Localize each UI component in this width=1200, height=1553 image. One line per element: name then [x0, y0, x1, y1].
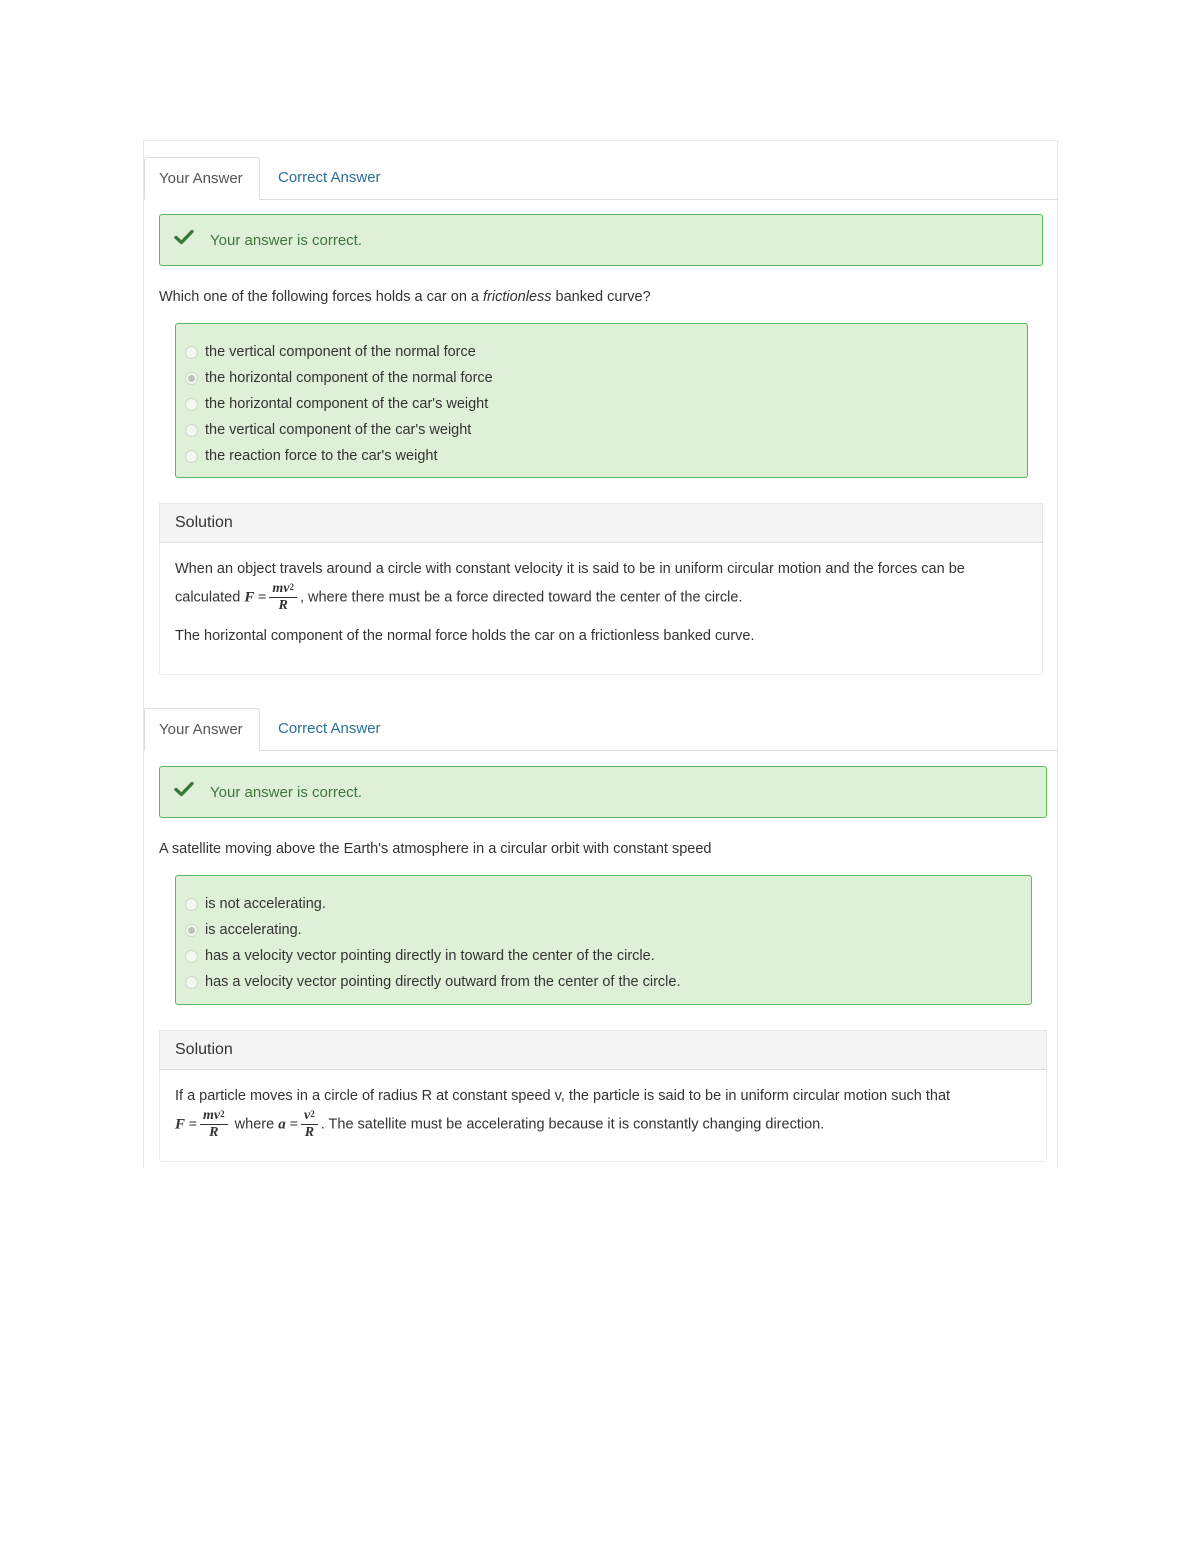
radio-button-selected[interactable] — [185, 924, 198, 937]
answer-choices — [175, 875, 1032, 1005]
question-text — [159, 289, 651, 305]
radio-button[interactable] — [185, 976, 198, 989]
formula-denominator: R — [278, 598, 288, 613]
choice-label: the reaction force to the car's weight — [205, 448, 438, 464]
formula-denominator: R — [304, 1125, 315, 1140]
choice-option[interactable] — [185, 443, 1027, 469]
solution-formula-line — [175, 1108, 1031, 1141]
alert-message: Your answer is correct. — [210, 232, 363, 249]
choice-option[interactable] — [185, 391, 1027, 417]
solution-body — [159, 1070, 1047, 1162]
tab-your-answer[interactable]: Your Answer — [144, 708, 260, 751]
choice-label: the horizontal component of the normal force — [205, 370, 493, 386]
tab-your-answer[interactable]: Your Answer — [144, 157, 260, 200]
radio-button[interactable] — [185, 398, 198, 411]
choice-label: has a velocity vector pointing directly in toward the center of the circle. — [205, 948, 655, 964]
choice-option[interactable] — [185, 891, 1031, 917]
tab-correct-answer[interactable]: Correct Answer — [278, 720, 381, 737]
radio-button[interactable] — [185, 898, 198, 911]
solution-text: If a particle moves in a circle of radius R at constant speed v, the particle is said to be in uniform circular motion such that — [175, 1088, 951, 1104]
formula-numerator: mv — [272, 581, 290, 596]
formula-exponent: 2 — [220, 1109, 225, 1119]
formula-fraction — [200, 1108, 228, 1141]
solution-text: where — [230, 1116, 279, 1133]
check-icon — [174, 227, 194, 247]
radio-button-selected[interactable] — [185, 372, 198, 385]
choice-label: the vertical component of the normal force — [205, 344, 476, 360]
question-emphasis: frictionless — [483, 289, 552, 305]
formula-fraction — [269, 581, 297, 614]
tab-correct-answer[interactable]: Correct Answer — [278, 169, 381, 186]
formula-denominator: R — [209, 1125, 219, 1140]
solution-text: . The satellite must be accelerating because it is constantly changing direction. — [320, 1116, 825, 1133]
formula-numerator: mv — [203, 1108, 221, 1123]
solution-text: , where there must be a force directed toward the center of the circle. — [299, 589, 743, 606]
solution-body — [159, 543, 1043, 675]
radio-button[interactable] — [185, 346, 198, 359]
formula-lhs: F = — [175, 1116, 198, 1133]
success-alert — [159, 766, 1047, 818]
formula-numerator: v — [304, 1108, 311, 1123]
formula-exponent: 2 — [310, 1109, 315, 1119]
choice-label: has a velocity vector pointing directly outward from the center of the circle. — [205, 974, 681, 990]
solution-header: Solution — [159, 503, 1043, 543]
formula-lhs: F = — [244, 589, 267, 606]
choice-label: is accelerating. — [205, 922, 302, 938]
radio-button[interactable] — [185, 424, 198, 437]
solution-header: Solution — [159, 1030, 1047, 1070]
formula-fraction — [301, 1108, 318, 1141]
radio-button[interactable] — [185, 950, 198, 963]
choice-label: the vertical component of the car's weight — [205, 422, 472, 438]
formula-exponent: 2 — [289, 582, 294, 592]
formula-lhs: a = — [278, 1116, 299, 1133]
choice-option[interactable] — [185, 969, 1031, 995]
choice-label: is not accelerating. — [205, 896, 326, 912]
success-alert — [159, 214, 1043, 266]
solution-conclusion: The horizontal component of the normal force holds the car on a frictionless banked curve. — [175, 628, 755, 644]
choice-label: the horizontal component of the car's weight — [205, 396, 489, 412]
question-suffix: banked curve? — [551, 289, 651, 305]
answer-choices — [175, 323, 1028, 478]
radio-button[interactable] — [185, 450, 198, 463]
question-prefix: Which one of the following forces holds a car on a — [159, 289, 484, 305]
choice-option[interactable] — [185, 339, 1027, 365]
solution-formula-line — [175, 581, 1027, 614]
question-text: A satellite moving above the Earth's atmosphere in a circular orbit with constant speed — [159, 841, 712, 857]
choice-option[interactable] — [185, 365, 1027, 391]
answer-tabs — [144, 708, 1058, 751]
choice-option[interactable] — [185, 417, 1027, 443]
choice-option[interactable] — [185, 917, 1031, 943]
choice-option[interactable] — [185, 943, 1031, 969]
solution-text: When an object travels around a circle with constant velocity it is said to be in uniform circular motion and the forces can be — [175, 561, 965, 577]
question-card-2 — [143, 692, 1058, 1168]
alert-message: Your answer is correct. — [210, 784, 363, 801]
answer-tabs — [144, 157, 1058, 200]
check-icon — [174, 779, 194, 799]
question-card-1 — [143, 140, 1058, 692]
solution-text: calculated — [175, 589, 245, 606]
